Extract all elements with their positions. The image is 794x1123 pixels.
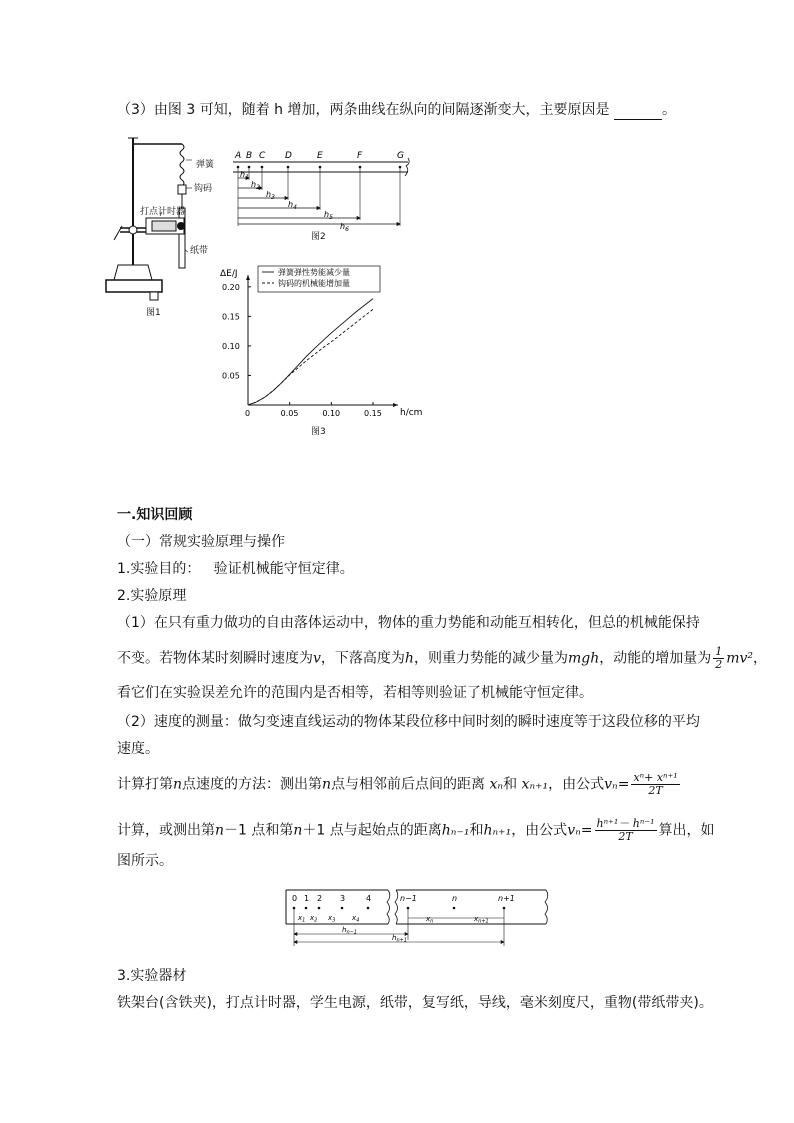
text: 点与相邻前后点间的距离 [331,776,486,793]
para-1-line-1: （1）在只有重力做功的自由落体运动中，物体的重力势能和动能互相转化，但总的机械能保持 [117,615,700,631]
var-n: n [173,776,183,793]
var-n: n [215,822,225,839]
frac-num: 1 [715,645,723,658]
fig2-point-C: C [259,151,266,161]
fig2-point-E: E [317,151,323,161]
tape-point-label: 0 [292,894,298,903]
tape-interval-label: $x_n$ [426,915,434,925]
tape-point-label: n−1 [400,894,417,903]
item-3-equipment-text: 铁架台(含铁夹)，打点计时器，学生电源，纸带，复写纸，导线，毫米刻度尺，重物(带纸带夹)。 [117,995,713,1011]
text: 点速度的方法：测出第 [182,776,323,793]
text: ，则重力势能的减少量为 [413,650,568,667]
tape-point-label: 2 [317,894,323,903]
var-v: v [313,650,321,667]
fig1-weight-label: 钩码 [194,184,213,194]
x-tick-label: 0.05 [280,409,299,418]
tape-figure [284,888,549,948]
y-axis-label: ΔE/J [220,269,238,279]
item-2-principle: 2.实验原理 [117,588,187,604]
var-n: n [322,776,332,793]
text: －1 点和第 [224,822,294,839]
text: ，下落高度为 [320,650,405,667]
tape-point-label: 4 [366,894,372,903]
x-tick-label: 0.10 [322,409,341,418]
fig2-point-B: B [246,151,253,161]
tape-point-label: n+1 [498,894,515,903]
text: ＋1 点与起始点的距离 [302,822,442,839]
frac-num: hⁿ⁺¹－ hⁿ⁻¹ [596,817,655,830]
fig2-distance-h4: $h_4$ [288,200,297,211]
series-line-2 [248,309,373,405]
fig1-caption: 图1 [146,308,161,318]
x-axis-arrow [393,403,398,407]
para-4 [117,818,715,843]
tape-interval-label: $x_1$ [298,914,306,924]
fig2-point-D: D [285,151,292,161]
y-tick-label: 0.15 [222,312,240,322]
expr-mgh: mgh [567,650,600,667]
var-vn: vₙ= [567,822,593,839]
fig2-distance-h5: $h_5$ [324,210,333,221]
tape-interval-label: $x_{n+1}$ [474,915,489,925]
text: 计算打第 [117,776,173,793]
fig2-distance-h3: $h_3$ [266,190,275,201]
y-tick-label: 0.20 [222,282,240,292]
frac-den: 2 [715,658,723,671]
fraction-vn-1 [631,772,679,797]
fig2-distance-h6: $h_6$ [340,222,349,233]
text: ，由公式 [511,822,568,839]
answer-blank[interactable] [614,105,662,120]
y-tick-label: 0.05 [222,371,240,381]
var-xn1: xₙ₊₁ [521,776,549,793]
fig1-spring-label: 弹簧 [196,160,215,170]
fig2-distance-h2: $h_2$ [251,180,260,191]
para-1-line-2 [117,646,767,671]
tape-point-label: n [452,894,458,903]
item-1-purpose: 1.实验目的： 验证机械能守恒定律。 [117,561,354,577]
para-2-line-2: 速度。 [117,741,159,757]
x-axis-label: h/cm [400,408,423,418]
expr-mv2: mv² [726,650,754,667]
fig2-point-F: F [357,151,363,161]
para-2-line-1: （2）速度的测量：做匀变速直线运动的物体某段位移中间时刻的瞬时速度等于这段位移的平均 [117,714,700,730]
para-5: 图所示。 [117,853,173,869]
tape-point-label: 3 [340,894,346,903]
frac-den: 2T [618,830,633,843]
x-tick-label: 0.15 [364,409,382,418]
text: 不变。若物体某时刻瞬时速度为 [117,650,313,667]
para-3 [117,772,682,797]
text: ，由公式 [548,776,605,793]
series-line-1 [248,299,373,405]
legend-label-2: 钩码的机械能增加量 [278,279,350,288]
fig3-caption: 图3 [311,427,326,437]
fig2-point-A: A [235,151,242,161]
question-3-text: （3）由图 3 可知，随着 h 增加，两条曲线在纵向的间隔逐渐变大，主要原因是 [117,102,610,118]
frac-den: 2T [648,784,663,797]
text: ，动能的增加量为 [599,650,712,667]
item-3-equipment: 3.实验器材 [117,968,187,984]
tape-interval-label: $x_2$ [310,914,318,924]
text: 算出，如 [658,822,715,839]
tape-distance-label: $h_{n-1}$ [342,926,357,936]
figure-3-chart [218,262,423,427]
fig2-distance-h1: $h_1$ [240,170,249,181]
text: ， [753,650,768,667]
tape-point-label: 1 [304,894,310,903]
y-tick-label: 0.10 [222,341,240,351]
legend-label-1: 弹簧弹性势能减少量 [278,268,350,277]
fraction-vn-2 [595,818,657,843]
tape-distance-label: $h_{n+1}$ [392,934,407,944]
text: 和 [469,822,484,839]
question-3 [117,100,676,120]
section-heading: 一.知识回顾 [117,507,193,523]
frac-num: xⁿ+ xⁿ⁺¹ [633,771,678,784]
var-vn: vₙ= [604,776,630,793]
var-h: h [404,650,414,667]
subsection-1: （一）常规实验原理与操作 [117,534,285,550]
fig2-point-G: G [397,151,404,161]
var-n: n [293,822,303,839]
text: 和 [503,776,518,793]
y-axis-arrow [246,275,250,280]
var-hn1: hₙ₊₁ [483,822,512,839]
para-1-line-3: 看它们在实验误差允许的范围内是否相等，若相等则验证了机械能守恒定律。 [117,685,593,701]
text: 计算，或测出第 [117,822,215,839]
x-tick-label: 0 [245,409,251,418]
tape-interval-label: $x_3$ [328,914,336,924]
fig1-tape-label: 纸带 [190,246,209,256]
figure-2-tape [228,148,418,233]
question-3-end: 。 [661,102,676,118]
fig2-caption: 图2 [311,232,326,242]
tape-interval-label: $x_4$ [352,914,360,924]
fig1-timer-label: 打点计时器 [140,207,186,217]
var-hn-1: hₙ₋₁ [441,822,470,839]
var-xn: xₙ [489,776,504,793]
fraction-half [713,646,724,671]
